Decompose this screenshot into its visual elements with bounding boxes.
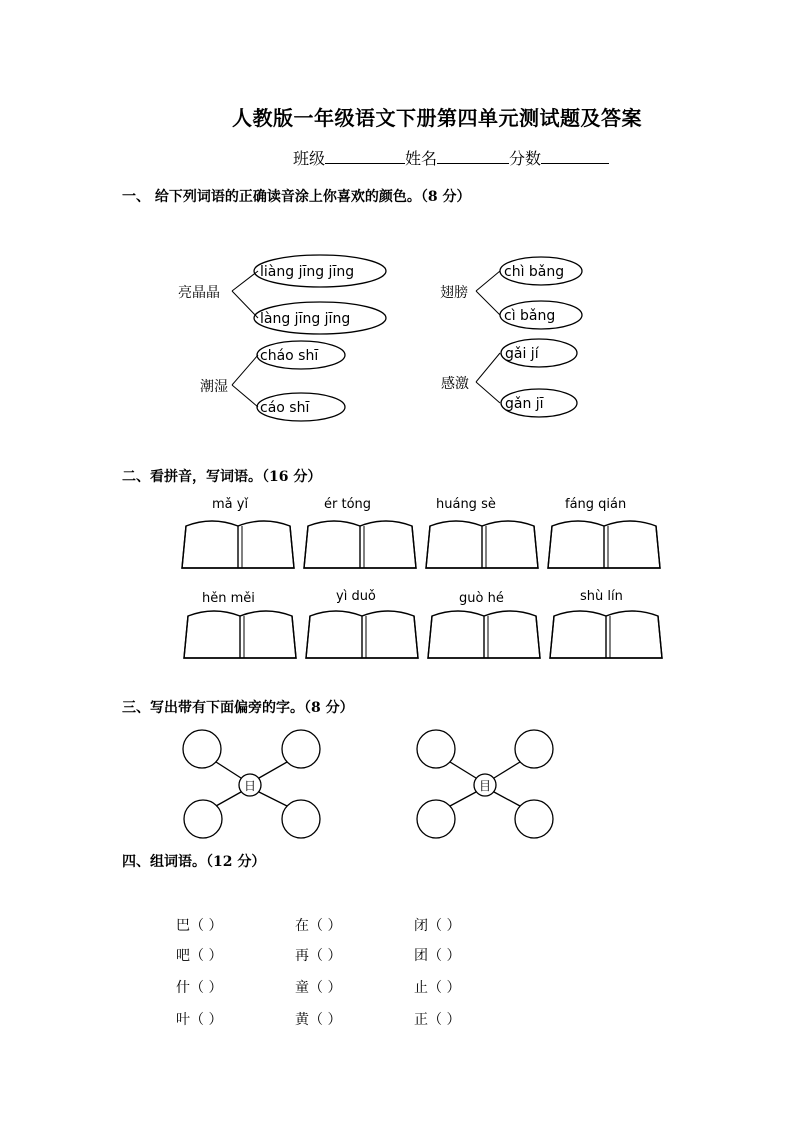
page-title: 人教版一年级语文下册第四单元测试题及答案 [232, 106, 642, 130]
q1-option: chì bǎng [504, 264, 565, 280]
student-info-line [293, 146, 609, 169]
class-blank[interactable] [325, 149, 405, 164]
q1-word: 感激 [441, 376, 469, 392]
pinyin-label: fáng qián [565, 497, 627, 512]
word-item[interactable]: 巴（ ） [176, 918, 223, 934]
word-item[interactable]: 童（ ） [295, 980, 342, 996]
section-4-heading: 四、组词语。（12 分） [122, 854, 266, 870]
answer-circle [515, 730, 553, 768]
word-item[interactable]: 闭（ ） [414, 918, 461, 934]
word-item[interactable]: 在（ ） [295, 918, 342, 934]
writing-box[interactable] [550, 611, 662, 658]
writing-box[interactable] [428, 611, 540, 658]
q1-option: gǎn jī [505, 396, 544, 412]
answer-circle [417, 730, 455, 768]
pinyin-label: yì duǒ [336, 589, 376, 604]
q1-option: cì bǎng [504, 308, 556, 324]
q1-word: 翅膀 [440, 285, 468, 301]
pinyin-label: hěn měi [202, 591, 255, 606]
pinyin-label: huáng sè [436, 497, 496, 512]
q1-word: 潮湿 [200, 379, 228, 395]
radical-label: 目 [478, 779, 492, 793]
pinyin-label: mǎ yǐ [212, 497, 249, 512]
section-2-heading: 二、看拼音，写词语。（16 分） [122, 469, 322, 485]
q1-option: gǎi jí [505, 346, 539, 362]
word-item[interactable]: 止（ ） [414, 980, 461, 996]
section-1-heading: 一、 给下列词语的正确读音涂上你喜欢的颜色。（8 分） [122, 189, 471, 205]
word-item[interactable]: 团（ ） [414, 948, 461, 964]
q1-option: cáo shī [260, 400, 310, 416]
q1-option: cháo shī [260, 348, 319, 364]
writing-box[interactable] [304, 521, 416, 568]
pinyin-label: shù lín [580, 589, 623, 604]
radical-diagram [0, 725, 794, 845]
word-item[interactable]: 吧（ ） [176, 948, 223, 964]
word-item[interactable]: 黄（ ） [295, 1012, 342, 1028]
q1-word: 亮晶晶 [178, 285, 220, 301]
answer-circle [417, 800, 455, 838]
answer-circle [515, 800, 553, 838]
q1-option: liàng jīng jīng [260, 264, 355, 280]
q1-option: làng jīng jīng [260, 311, 351, 327]
pinyin-choice-diagram [0, 240, 794, 430]
score-blank[interactable] [541, 149, 609, 164]
score-label: 分数 [509, 149, 542, 168]
pinyin-label: ér tóng [324, 497, 372, 512]
word-item[interactable]: 正（ ） [414, 1012, 461, 1028]
writing-box[interactable] [184, 611, 296, 658]
writing-boxes [0, 510, 794, 660]
word-item[interactable]: 什（ ） [176, 980, 223, 996]
answer-circle [282, 800, 320, 838]
section-3-heading: 三、写出带有下面偏旁的字。（8 分） [122, 700, 354, 716]
class-label: 班级 [293, 149, 326, 168]
name-blank[interactable] [437, 149, 509, 164]
name-label: 姓名 [405, 149, 438, 168]
writing-box[interactable] [548, 521, 660, 568]
answer-circle [282, 730, 320, 768]
answer-circle [183, 730, 221, 768]
writing-box[interactable] [306, 611, 418, 658]
radical-label: 日 [243, 779, 257, 793]
writing-box[interactable] [426, 521, 538, 568]
pinyin-label: guò hé [459, 591, 504, 606]
writing-box[interactable] [182, 521, 294, 568]
word-item[interactable]: 再（ ） [295, 948, 342, 964]
word-item[interactable]: 叶（ ） [176, 1012, 223, 1028]
